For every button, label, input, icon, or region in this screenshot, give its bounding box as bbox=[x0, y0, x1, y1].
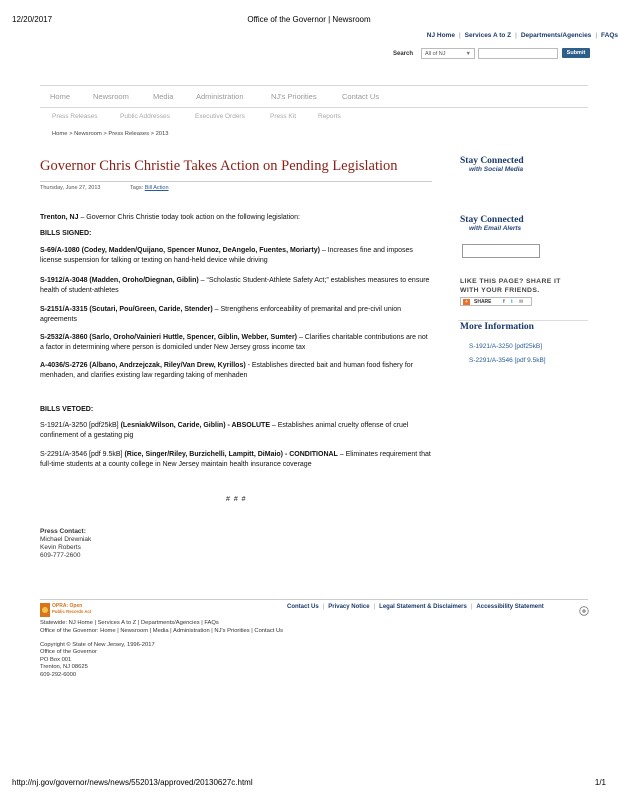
search-label: Search bbox=[393, 51, 414, 57]
nav-newsroom[interactable]: Newsroom bbox=[93, 92, 129, 101]
more-info-link[interactable]: S-2291/A-3546 [pdf 9.5kB] bbox=[469, 357, 546, 364]
search-scope-value: All of NJ bbox=[425, 51, 446, 57]
plus-icon: + bbox=[463, 299, 470, 305]
press-contact-label: Press Contact: bbox=[40, 528, 86, 535]
signed-heading-text: BILLS SIGNED: bbox=[40, 230, 92, 237]
state-seal-icon bbox=[579, 603, 589, 613]
search-bar bbox=[393, 50, 586, 57]
bill-sponsors: (Rice, Singer/Riley, Burzichelli, Lampitt, DiMaio) - CONDITIONAL bbox=[122, 451, 338, 458]
nav-home[interactable]: Home bbox=[50, 92, 71, 101]
footer-links: Contact Us | Privacy Notice | Legal Statement & Disclaimers | Accessibility Statement bbox=[287, 604, 544, 610]
bill-number: A-4036/S-2726 (Albano, Andrzejczak, Riley/Van Drew, Kyrillos) bbox=[40, 362, 246, 369]
print-page: 1/1 bbox=[594, 778, 606, 787]
opra-subtext: Public Records Act bbox=[52, 609, 92, 614]
vetoed-bill bbox=[40, 450, 432, 470]
page-title: Governor Chris Christie Takes Action on Pending Legislation bbox=[40, 158, 398, 174]
footer-contact-us[interactable]: Contact Us bbox=[287, 604, 319, 610]
search-input[interactable] bbox=[478, 48, 558, 59]
subnav-reports[interactable]: Reports bbox=[318, 113, 341, 120]
subnav-public-addresses[interactable]: Public Addresses bbox=[120, 113, 170, 120]
footer-legal[interactable]: Legal Statement & Disclaimers bbox=[379, 604, 467, 610]
stay-connected-heading: Stay Connected bbox=[460, 215, 524, 225]
bill-number: S-2532/A-3860 (Sarlo, Oroho/Vainieri Huttle, Spencer, Giblin, Webber, Sumter) bbox=[40, 334, 298, 341]
opra-logo[interactable] bbox=[40, 603, 92, 617]
nav-media[interactable]: Media bbox=[153, 92, 174, 101]
print-title: Office of the Governor | Newsroom bbox=[247, 15, 371, 24]
top-nav-nj-home[interactable]: NJ Home bbox=[426, 32, 455, 39]
footer-accessibility[interactable]: Accessibility Statement bbox=[476, 604, 544, 610]
submit-button[interactable]: Submit bbox=[562, 48, 590, 58]
social-media-link[interactable]: with Social Media bbox=[469, 166, 524, 173]
bill-sponsors: (Lesniak/Wilson, Caride, Giblin) - ABSOLUTE bbox=[118, 422, 270, 429]
email-alerts-link[interactable]: with Email Alerts bbox=[469, 225, 522, 232]
stay-connected-heading: Stay Connected bbox=[460, 156, 524, 166]
email-icon: ✉ bbox=[519, 299, 524, 305]
share-label: SHARE bbox=[474, 299, 492, 305]
address-line: PO Box 001 bbox=[40, 656, 72, 663]
bill-number: S-1912/A-3048 (Madden, Oroho/Diegnan, Giblin) bbox=[40, 277, 199, 284]
signed-bill bbox=[40, 305, 432, 325]
tags-label: Tags: bbox=[130, 185, 144, 191]
top-nav-departments[interactable]: Departments/Agencies bbox=[520, 32, 592, 39]
vetoed-bill bbox=[40, 421, 432, 441]
signed-bill bbox=[40, 276, 432, 296]
bill-description: – Eliminates requirement that full-time students at a county college in New Jersey maintain health insurance coverage bbox=[40, 451, 431, 468]
article-meta bbox=[40, 185, 169, 191]
tag-link[interactable]: Bill Action bbox=[144, 185, 169, 191]
main-nav bbox=[40, 85, 588, 108]
nav-administration[interactable]: Administration bbox=[196, 92, 244, 101]
bill-description: – Establishes animal cruelty offense of cruel confinement of a gestating pig bbox=[40, 422, 409, 439]
bill-description: – Strengthens enforceability of premarital and pre-civil union agreements bbox=[40, 306, 402, 323]
search-scope-select[interactable] bbox=[421, 48, 475, 59]
share-button[interactable] bbox=[460, 297, 532, 306]
print-date: 12/20/2017 bbox=[12, 15, 53, 24]
bill-description: - Establishes directed bait and human food fishery for menhaden, and clarifies existing law regarding taking of menhaden bbox=[40, 362, 413, 379]
contact-phone: 609-777-2600 bbox=[40, 552, 81, 559]
bill-pdf-link[interactable]: S-2291/A-3546 [pdf 9.5kB] bbox=[40, 451, 123, 458]
top-nav-services[interactable]: Services A to Z bbox=[464, 32, 512, 39]
footer-address bbox=[40, 649, 97, 679]
address-line: Office of the Governor bbox=[40, 649, 97, 655]
footer-divider bbox=[40, 599, 588, 600]
title-divider bbox=[40, 181, 432, 182]
opra-text: OPRA: Open bbox=[52, 603, 83, 609]
address-line: 609-292-6000 bbox=[40, 671, 77, 678]
facebook-icon: f bbox=[503, 299, 505, 305]
end-mark: # # # bbox=[226, 496, 247, 503]
top-nav: NJ Home | Services A to Z | Departments/Agencies | FAQs bbox=[426, 32, 618, 39]
subnav-press-releases[interactable]: Press Releases bbox=[52, 113, 98, 120]
stay-connected-email bbox=[460, 215, 524, 232]
share-prompt: LIKE THIS PAGE? SHARE IT WITH YOUR FRIENDS. bbox=[460, 278, 561, 294]
chevron-down-icon: ▼ bbox=[465, 51, 471, 57]
top-nav-faqs[interactable]: FAQs bbox=[601, 32, 618, 39]
nav-priorities[interactable]: NJ's Priorities bbox=[271, 92, 317, 101]
more-info-link[interactable]: S-1921/A-3250 [pdf25kB] bbox=[469, 343, 542, 350]
bill-description: – Clarifies charitable contributions are not a factor in determining where person is domiciled under New Jersey gross income tax bbox=[40, 334, 428, 351]
contact-name: Michael Drewniak bbox=[40, 536, 92, 543]
bill-number: S-69/A-1080 (Codey, Madden/Quijano, Spencer Munoz, DeAngelo, Fuentes, Moriarty) bbox=[40, 247, 320, 254]
footer-privacy[interactable]: Privacy Notice bbox=[328, 604, 370, 610]
bills-signed-heading bbox=[40, 229, 432, 239]
footer-statewide[interactable]: Statewide: NJ Home | Services A to Z | Departments/Agencies | FAQs bbox=[40, 620, 219, 626]
subnav-press-kit[interactable]: Press Kit bbox=[270, 113, 297, 120]
footer-office[interactable]: Office of the Governor: Home | Newsroom | Media | Administration | NJ's Priorities | Contact Us bbox=[40, 628, 284, 634]
intro-text: – Governor Chris Christie today took action on the following legislation: bbox=[78, 214, 300, 221]
footer-copyright: Copyright © State of New Jersey, 1996-2017 bbox=[40, 642, 155, 648]
print-url: http://nj.gov/governor/news/news/552013/approved/20130627c.html bbox=[12, 778, 253, 787]
signed-bill bbox=[40, 246, 432, 266]
email-input[interactable] bbox=[462, 244, 540, 258]
signed-bill bbox=[40, 361, 432, 381]
breadcrumb[interactable]: Home > Newsroom > Press Releases > 2013 bbox=[52, 131, 169, 137]
more-info-heading: More Information bbox=[460, 322, 534, 332]
stay-connected-social bbox=[460, 156, 524, 173]
subnav-executive-orders[interactable]: Executive Orders bbox=[195, 113, 245, 120]
nav-contact[interactable]: Contact Us bbox=[342, 92, 380, 101]
article-date: Thursday, June 27, 2013 bbox=[40, 185, 101, 191]
bills-vetoed-heading bbox=[40, 405, 432, 415]
vetoed-heading-text: BILLS VETOED: bbox=[40, 406, 94, 413]
address-line: Trenton, NJ 08625 bbox=[40, 664, 88, 670]
dateline: Trenton, NJ bbox=[40, 214, 79, 221]
twitter-icon: t bbox=[511, 299, 513, 305]
bill-description: – “Scholastic Student-Athlete Safety Act;” establishes measures to ensure health of student-athletes bbox=[40, 277, 430, 294]
more-info-divider bbox=[458, 320, 588, 321]
signed-bill bbox=[40, 333, 432, 353]
bill-pdf-link[interactable]: S-1921/A-3250 [pdf25kB] bbox=[40, 422, 119, 429]
contact-name: Kevin Roberts bbox=[40, 544, 81, 551]
press-contact bbox=[40, 528, 91, 560]
bill-description: – Increases fine and imposes license suspension for talking or texting on hand-held device while driving bbox=[40, 247, 413, 264]
bill-number: S-2151/A-3315 (Scutari, Pou/Green, Caride, Stender) bbox=[40, 306, 213, 313]
article-intro bbox=[40, 213, 432, 223]
